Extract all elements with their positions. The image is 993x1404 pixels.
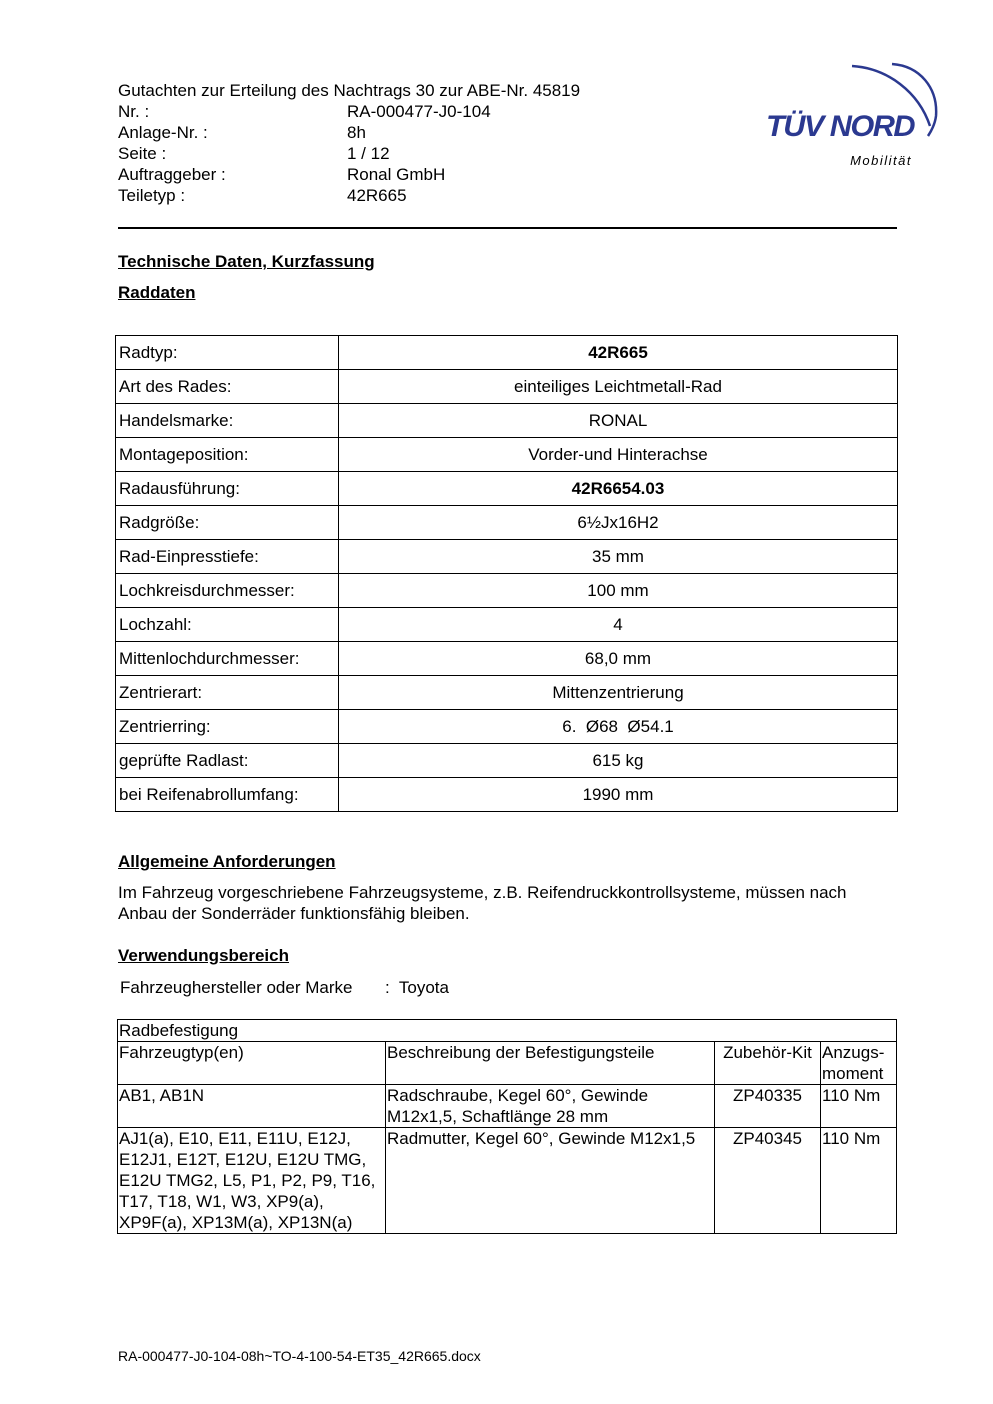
row-value: 42R665 [339, 336, 898, 370]
table-cell: ZP40345 [715, 1128, 821, 1234]
header-label: Teiletyp : [118, 186, 186, 205]
row-value: 100 mm [339, 574, 898, 608]
column-header: Beschreibung der Befestigungsteile [386, 1042, 715, 1085]
row-label: Zentrierart: [116, 676, 339, 710]
row-value: 6. Ø68 Ø54.1 [339, 710, 898, 744]
header-value: Ronal GmbH [347, 165, 446, 184]
row-label: Radgröße: [116, 506, 339, 540]
document-header [118, 80, 678, 206]
table-title: Radbefestigung [118, 1020, 897, 1042]
table-row [116, 540, 898, 574]
row-label: Art des Rades: [116, 370, 339, 404]
header-row-teiletyp [118, 185, 678, 206]
table-row [116, 608, 898, 642]
row-value: 68,0 mm [339, 642, 898, 676]
header-label: Seite : [118, 144, 167, 163]
table-cell: Radmutter, Kegel 60°, Gewinde M12x1,5 [386, 1128, 715, 1234]
header-label: Nr. : [118, 102, 150, 121]
table-cell: AJ1(a), E10, E11, E11U, E12J, E12J1, E12T, E12U, E12U TMG, E12U TMG2, L5, P1, P2, P9, T16, T17, T18, W1, W3, XP9(a), XP9F(a), XP13M(a), XP13N(a) [118, 1128, 386, 1234]
header-row-anlage [118, 122, 678, 143]
table-row [116, 778, 898, 812]
table-row [118, 1128, 897, 1234]
table-row [116, 404, 898, 438]
table-header-row [118, 1042, 897, 1085]
table-row [116, 438, 898, 472]
row-label: Radtyp: [116, 336, 339, 370]
header-value: RA-000477-J0-104 [347, 102, 491, 121]
header-divider [118, 227, 897, 229]
row-value: 615 kg [339, 744, 898, 778]
row-value: 35 mm [339, 540, 898, 574]
header-value: 8h [347, 123, 366, 142]
row-label: Montageposition: [116, 438, 339, 472]
table-row [116, 574, 898, 608]
raddaten-table [115, 335, 898, 812]
section-title-allgemeine-anforderungen: Allgemeine Anforderungen [118, 852, 336, 871]
table-cell: 110 Nm [821, 1085, 897, 1128]
tuv-nord-logo [760, 58, 950, 178]
header-row-nr [118, 101, 678, 122]
row-label: bei Reifenabrollumfang: [116, 778, 339, 812]
section-title-verwendungsbereich: Verwendungsbereich [118, 946, 289, 965]
row-label: Zentrierring: [116, 710, 339, 744]
row-label: Lochkreisdurchmesser: [116, 574, 339, 608]
table-row [118, 1085, 897, 1128]
section-title-technische-daten: Technische Daten, Kurzfassung [118, 252, 375, 271]
footer-filename: RA-000477-J0-104-08h~TO-4-100-54-ET35_42R665.docx [118, 1348, 481, 1364]
table-row [116, 506, 898, 540]
fahrzeughersteller-value: : Toyota [385, 978, 449, 997]
fahrzeughersteller-row [120, 978, 449, 998]
column-header: Fahrzeugtyp(en) [118, 1042, 386, 1085]
table-cell: AB1, AB1N [118, 1085, 386, 1128]
header-value: 42R665 [347, 186, 407, 205]
logo-brand: TÜV NORD [766, 110, 915, 143]
header-row-seite [118, 143, 678, 164]
table-row [116, 710, 898, 744]
table-cell: 110 Nm [821, 1128, 897, 1234]
column-header: Anzugs-moment [821, 1042, 897, 1085]
row-value: 4 [339, 608, 898, 642]
row-label: Lochzahl: [116, 608, 339, 642]
row-value: Mittenzentrierung [339, 676, 898, 710]
row-label: Rad-Einpresstiefe: [116, 540, 339, 574]
row-label: Mittenlochdurchmesser: [116, 642, 339, 676]
header-value: 1 / 12 [347, 144, 390, 163]
row-value: 6½Jx16H2 [339, 506, 898, 540]
row-value: RONAL [339, 404, 898, 438]
allgemeine-anforderungen-text: Im Fahrzeug vorgeschriebene Fahrzeugsysteme, z.B. Reifendruckkontrollsysteme, müssen nach Anbau der Sonderräder funktionsfähig bleiben. [118, 883, 847, 923]
document-title: Gutachten zur Erteilung des Nachtrags 30 zur ABE-Nr. 45819 [118, 81, 581, 100]
column-header: Zubehör-Kit [715, 1042, 821, 1085]
header-label: Anlage-Nr. : [118, 123, 208, 142]
header-row-auftraggeber [118, 164, 678, 185]
table-row [116, 676, 898, 710]
header-label: Auftraggeber : [118, 165, 226, 184]
table-row [116, 472, 898, 506]
row-label: geprüfte Radlast: [116, 744, 339, 778]
row-label: Handelsmarke: [116, 404, 339, 438]
row-value: einteiliges Leichtmetall-Rad [339, 370, 898, 404]
row-label: Radausführung: [116, 472, 339, 506]
table-cell: ZP40335 [715, 1085, 821, 1128]
radbefestigung-table [117, 1019, 897, 1234]
table-row [116, 336, 898, 370]
section-title-raddaten: Raddaten [118, 283, 196, 302]
table-row [116, 642, 898, 676]
row-value: 42R6654.03 [339, 472, 898, 506]
table-row [116, 744, 898, 778]
row-value: 1990 mm [339, 778, 898, 812]
row-value: Vorder-und Hinterachse [339, 438, 898, 472]
table-cell: Radschraube, Kegel 60°, Gewinde M12x1,5, Schaftlänge 28 mm [386, 1085, 715, 1128]
fahrzeughersteller-label: Fahrzeughersteller oder Marke [120, 978, 353, 997]
logo-sub: Mobilität [850, 153, 912, 168]
table-row [116, 370, 898, 404]
table-title-row [118, 1020, 897, 1042]
